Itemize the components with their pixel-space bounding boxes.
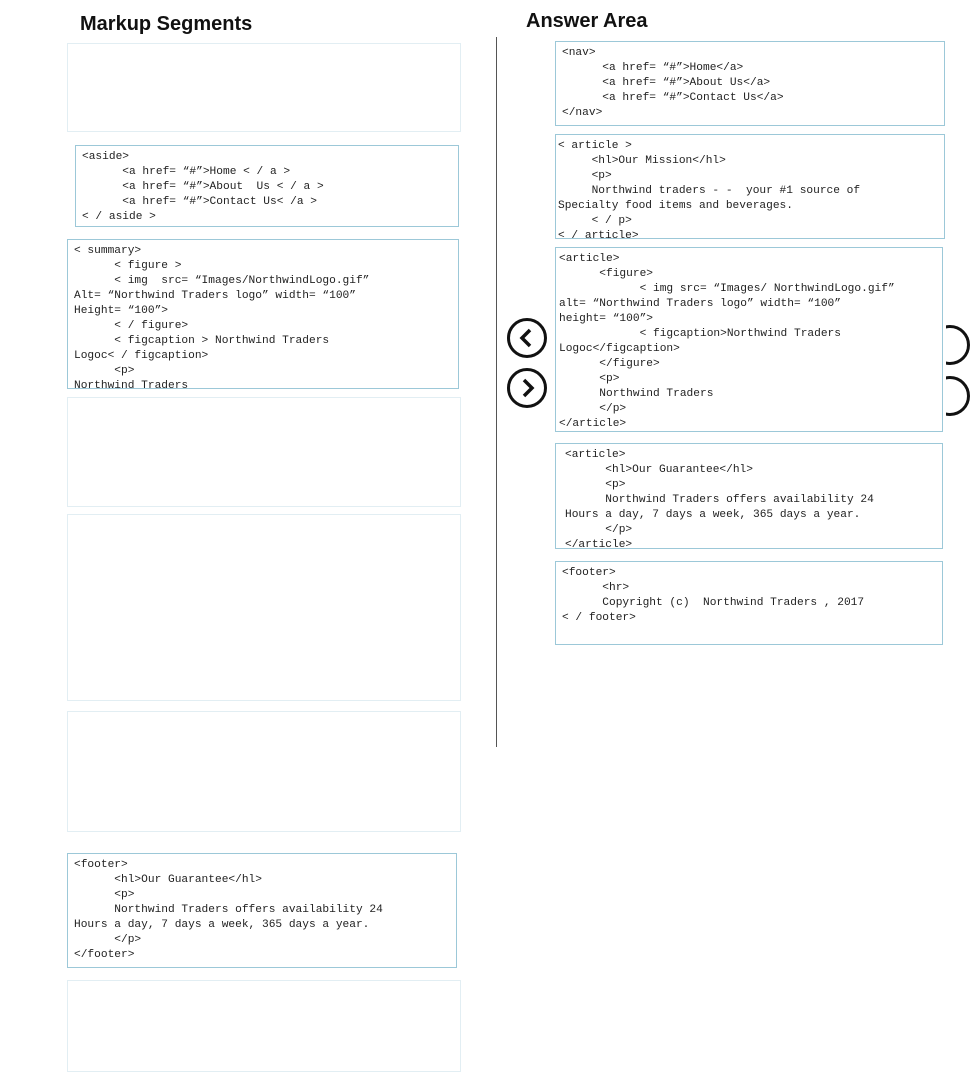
empty-segment-slot[interactable] <box>67 711 461 832</box>
answer-code: <article> <hl>Our Guarantee</hl> <p> Northwind Traders offers availability 24 Hours a day, 7 days a week, 365 days a year. </p> </article> <box>565 449 874 551</box>
segment-footer[interactable] <box>67 853 457 968</box>
answer-code: <nav> <a href= “#”>Home</a> <a href= “#”>About Us</a> <a href= “#”>Contact Us</a> </nav> <box>562 47 784 119</box>
move-left-button[interactable] <box>507 318 547 358</box>
move-right-button[interactable] <box>507 368 547 408</box>
answer-code: <article> <figure> < img src= “Images/ NorthwindLogo.gif” alt= “Northwind Traders logo” width= “100” height= “100”> < figcaption>Northwind Traders Logoc</figcaption> </figure> <p> Northwind Traders </p> </article> <box>559 253 895 430</box>
empty-segment-slot[interactable] <box>67 43 461 132</box>
answer-article-figure[interactable] <box>555 247 943 432</box>
answer-nav[interactable] <box>555 41 945 126</box>
partial-arrow-icon <box>946 376 970 416</box>
answer-code: < article > <hl>Our Mission</hl> <p> Northwind traders - - your #1 source of Specialty food items and beverages. < / p> < / article> <box>558 140 861 242</box>
markup-segments-heading: Markup Segments <box>80 13 253 35</box>
segment-code: < summary> < figure > < img src= “Images/NorthwindLogo.gif” Alt= “Northwind Traders logo” width= “100” Height= “100”> < / figure> < figcaption > Northwind Traders Logoc< / figcaption> <p> Northwind Traders <box>74 245 370 392</box>
partial-arrow-icon <box>946 325 970 365</box>
answer-article-guarantee[interactable] <box>555 443 943 549</box>
empty-segment-slot[interactable] <box>67 980 461 1072</box>
chevron-right-icon <box>516 377 538 399</box>
answer-area-heading: Answer Area <box>526 10 648 32</box>
segment-code: <aside> <a href= “#”>Home < / a > <a href= “#”>About Us < / a > <a href= “#”>Contact Us< /a > < / aside > <box>82 151 324 223</box>
empty-segment-slot[interactable] <box>67 514 461 701</box>
reorder-down-button[interactable] <box>946 376 972 416</box>
empty-segment-slot[interactable] <box>67 397 461 507</box>
answer-article-mission[interactable] <box>555 134 945 242</box>
segment-summary[interactable] <box>67 239 459 392</box>
chevron-left-icon <box>516 327 538 349</box>
answer-footer[interactable] <box>555 561 943 645</box>
segment-aside[interactable] <box>75 145 459 227</box>
segment-code: <footer> <hl>Our Guarantee</hl> <p> Northwind Traders offers availability 24 Hours a day, 7 days a week, 365 days a year. </p> </footer> <box>74 859 383 961</box>
column-divider <box>496 37 497 747</box>
reorder-up-button[interactable] <box>946 325 972 365</box>
answer-code: <footer> <hr> Copyright (c) Northwind Traders , 2017 < / footer> <box>562 567 865 624</box>
